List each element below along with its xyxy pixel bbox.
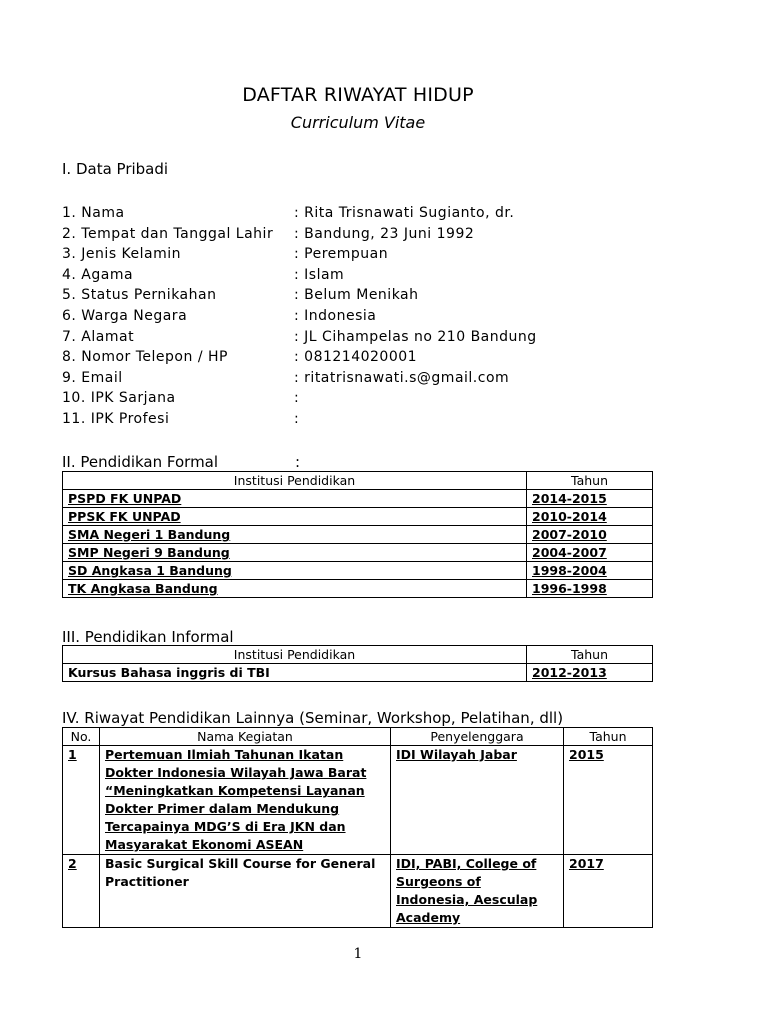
table-row	[63, 508, 653, 526]
institution-cell: SD Angkasa 1 Bandung	[63, 562, 527, 580]
no-cell: 1	[63, 746, 100, 855]
informal-education-table	[62, 645, 653, 682]
row-label: 8. Nomor Telepon / HP	[62, 349, 228, 365]
row-value: : Indonesia	[294, 308, 377, 324]
row-value: : JL Cihampelas no 210 Bandung	[294, 329, 537, 345]
personal-row-birth	[62, 226, 662, 246]
personal-row-religion	[62, 267, 662, 287]
section-heading-personal: I. Data Pribadi	[62, 160, 169, 178]
personal-row-ipk-sarjana	[62, 390, 662, 410]
section-heading-other: IV. Riwayat Pendidikan Lainnya (Seminar, Workshop, Pelatihan, dll)	[62, 709, 564, 727]
document-title: DAFTAR RIWAYAT HIDUP	[242, 84, 474, 106]
column-header-year: Tahun	[527, 472, 653, 490]
table-row	[63, 562, 653, 580]
personal-row-address	[62, 329, 662, 349]
table-header-row	[63, 728, 653, 746]
table-header-row	[63, 472, 653, 490]
activity-cell: Basic Surgical Skill Course for General Practitioner	[100, 855, 391, 928]
year-cell: 1998-2004	[527, 562, 653, 580]
section-heading-informal: III. Pendidikan Informal	[62, 628, 234, 646]
row-label: 4. Agama	[62, 267, 134, 283]
personal-row-gender	[62, 246, 662, 266]
year-cell: 2014-2015	[527, 490, 653, 508]
personal-row-citizenship	[62, 308, 662, 328]
page-number: 1	[353, 946, 363, 962]
table-row	[63, 490, 653, 508]
row-label: 6. Warga Negara	[62, 308, 188, 324]
personal-row-email	[62, 370, 662, 390]
section-heading-formal: II. Pendidikan Formal	[62, 453, 219, 471]
table-row	[63, 580, 653, 598]
year-cell: 2007-2010	[527, 526, 653, 544]
no-cell: 2	[63, 855, 100, 928]
institution-cell: Kursus Bahasa inggris di TBI	[63, 664, 527, 682]
other-education-table	[62, 727, 653, 928]
institution-cell: PSPD FK UNPAD	[63, 490, 527, 508]
row-value: : Perempuan	[294, 246, 389, 262]
row-value: : Rita Trisnawati Sugianto, dr.	[294, 205, 515, 221]
year-cell: 2012-2013	[527, 664, 653, 682]
row-value: : Belum Menikah	[294, 287, 419, 303]
table-row	[63, 664, 653, 682]
personal-row-ipk-profesi	[62, 411, 662, 431]
row-label: 10. IPK Sarjana	[62, 390, 176, 406]
personal-row-name	[62, 205, 662, 225]
row-value: :	[294, 411, 300, 427]
row-value: :	[294, 390, 300, 406]
organizer-cell: IDI, PABI, College of Surgeons of Indonesia, Aesculap Academy	[391, 855, 564, 928]
row-value: : 081214020001	[294, 349, 418, 365]
row-label: 2. Tempat dan Tanggal Lahir	[62, 226, 274, 242]
year-cell: 2010-2014	[527, 508, 653, 526]
personal-row-phone	[62, 349, 662, 369]
table-row	[63, 544, 653, 562]
organizer-cell: IDI Wilayah Jabar	[391, 746, 564, 855]
table-row	[63, 746, 653, 855]
column-header-organizer: Penyelenggara	[391, 728, 564, 746]
institution-cell: TK Angkasa Bandung	[63, 580, 527, 598]
column-header-institution: Institusi Pendidikan	[63, 646, 527, 664]
year-cell: 2004-2007	[527, 544, 653, 562]
table-row	[63, 526, 653, 544]
column-header-activity: Nama Kegiatan	[100, 728, 391, 746]
row-label: 9. Email	[62, 370, 123, 386]
formal-education-table	[62, 471, 653, 598]
year-cell: 2015	[564, 746, 653, 855]
institution-cell: PPSK FK UNPAD	[63, 508, 527, 526]
row-value: : Bandung, 23 Juni 1992	[294, 226, 475, 242]
personal-row-marital	[62, 287, 662, 307]
table-header-row	[63, 646, 653, 664]
document-subtitle: Curriculum Vitae	[290, 113, 426, 132]
institution-cell: SMA Negeri 1 Bandung	[63, 526, 527, 544]
row-label: 7. Alamat	[62, 329, 135, 345]
section-heading-formal-colon: :	[295, 453, 301, 471]
column-header-no: No.	[63, 728, 100, 746]
row-label: 11. IPK Profesi	[62, 411, 170, 427]
year-cell: 2017	[564, 855, 653, 928]
row-value: : Islam	[294, 267, 345, 283]
row-label: 1. Nama	[62, 205, 125, 221]
column-header-year: Tahun	[564, 728, 653, 746]
column-header-year: Tahun	[527, 646, 653, 664]
column-header-institution: Institusi Pendidikan	[63, 472, 527, 490]
activity-cell: Pertemuan Ilmiah Tahunan Ikatan Dokter Indonesia Wilayah Jawa Barat “Meningkatkan Kompetensi Layanan Dokter Primer dalam Mendukung Tercapainya MDG’S di Era JKN dan Masyarakat Ekonomi ASEAN	[100, 746, 391, 855]
table-row	[63, 855, 653, 928]
row-value: : ritatrisnawati.s@gmail.com	[294, 370, 510, 386]
year-cell: 1996-1998	[527, 580, 653, 598]
row-label: 5. Status Pernikahan	[62, 287, 217, 303]
institution-cell: SMP Negeri 9 Bandung	[63, 544, 527, 562]
row-label: 3. Jenis Kelamin	[62, 246, 182, 262]
